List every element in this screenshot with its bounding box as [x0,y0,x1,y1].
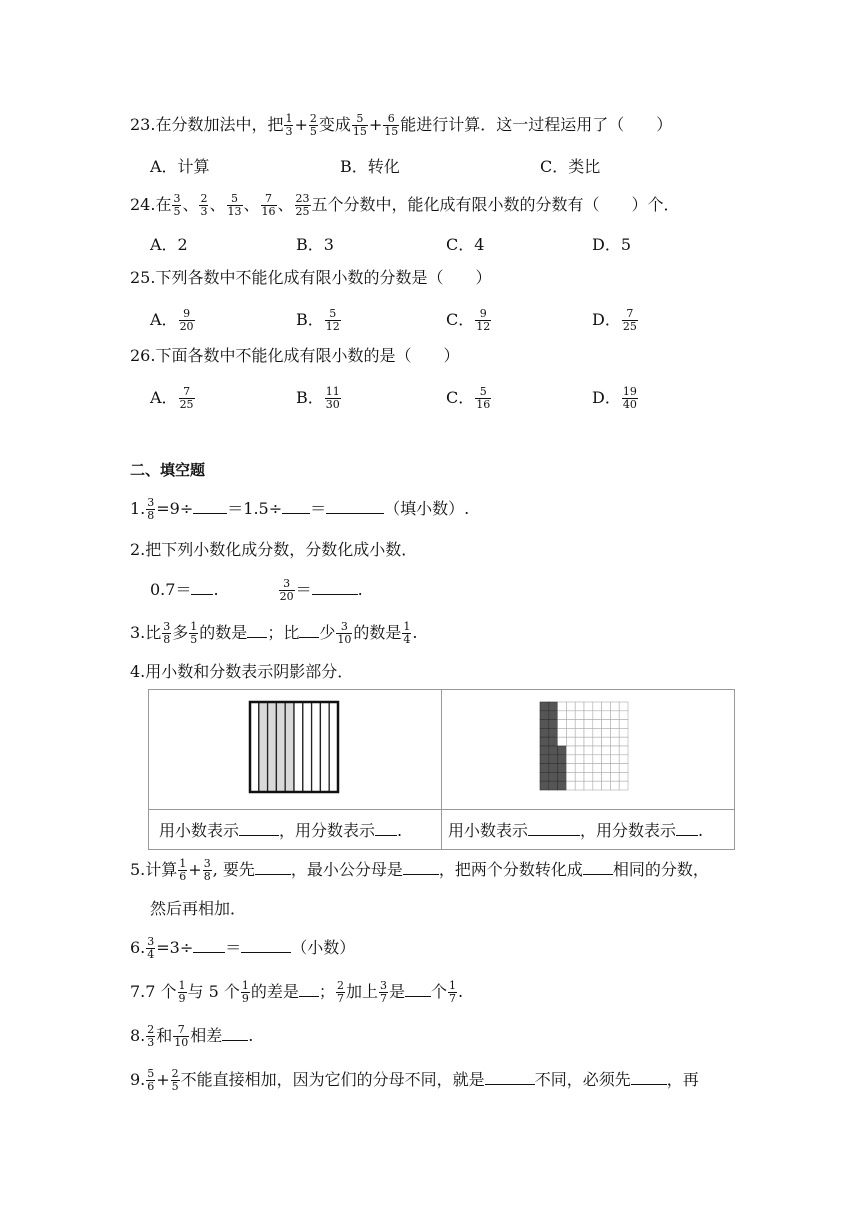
grid-cell [549,702,558,711]
stripe [294,702,303,792]
grid-cell [619,720,628,729]
grid-cell [610,720,619,729]
grid-cell [593,764,602,773]
grid-cell [619,764,628,773]
answer-blank[interactable] [326,499,384,514]
grid-cell [558,711,567,720]
grid-cell [602,711,611,720]
answer-cell-1: 用小数表示 ，用分数表示 . [149,810,442,850]
grid-cell [566,746,575,755]
fill-question-2-parts: 0.7＝ . $\frac{3}{20}$ ＝ . [150,577,363,603]
grid-cell [575,755,584,764]
grid-figure [442,690,734,805]
grid-cell [540,737,549,746]
grid-cell [584,755,593,764]
grid-cell [575,772,584,781]
stripe [259,702,268,792]
answer-blank[interactable] [375,821,397,836]
stripe [285,702,294,792]
option-a[interactable]: A． $\frac{9}{20}$ [150,307,194,333]
fill-question-3: 3.比 $\frac{3}{8}$ 多 $\frac{1}{5}$ 的数是 ；比 少 $\frac{3}{10}$ 的数是 $\frac{1}{4}$ . [130,620,418,646]
fraction: $\frac{5}{15}$ [352,112,367,138]
grid-cell [610,728,619,737]
grid-cell [558,746,567,755]
grid-cell [619,702,628,711]
grid-cell [558,755,567,764]
grid-cell [549,720,558,729]
grid-cell [602,781,611,790]
grid-cell [593,737,602,746]
grid-cell [602,755,611,764]
grid-cell [584,728,593,737]
grid-cell [549,737,558,746]
grid-cell [602,728,611,737]
question-26 [130,344,459,368]
grid-cell [540,720,549,729]
grid-cell [549,728,558,737]
option-b[interactable]: B．3 [296,235,334,254]
question-number: 24. [130,195,156,214]
answer-blank[interactable] [241,938,291,953]
stripe [312,702,321,792]
grid-cell [549,781,558,790]
answer-cell-2: 用小数表示 ，用分数表示 . [442,810,735,850]
answer-blank[interactable] [631,1070,667,1085]
grid-cell [540,702,549,711]
grid-cell [540,728,549,737]
question-text: 在分数加法中，把 [155,115,284,134]
option-c[interactable]: C． $\frac{5}{16}$ [446,385,491,411]
shade-table [148,689,735,850]
grid-cell [619,728,628,737]
option-d[interactable]: D． $\frac{7}{25}$ [592,307,637,333]
answer-blank[interactable] [193,499,227,514]
grid-cell [610,711,619,720]
fill-question-2: 2.把下列小数化成分数，分数化成小数． [130,540,418,559]
separator: 、 [277,195,294,214]
fraction: $\frac{5}{13}$ [227,192,242,218]
answer-blank[interactable] [299,982,319,997]
grid-cell [619,772,628,781]
stripe [268,702,277,792]
grid-cell [593,728,602,737]
grid-cell [540,746,549,755]
grid-cell [610,781,619,790]
option-c[interactable]: C．类比 [540,157,601,176]
grid-cell [558,737,567,746]
separator: 、 [209,195,226,214]
question-text: 下面各数中不能化成有限小数的是（ ） [155,346,460,365]
grid-cell [602,764,611,773]
grid-cell [566,737,575,746]
grid-cell [566,764,575,773]
grid-cell [575,746,584,755]
answer-blank[interactable] [485,1070,535,1085]
stripe [276,702,285,792]
grid-cell [575,720,584,729]
fill-question-4: 4.用小数和分数表示阴影部分． [130,662,354,681]
fill-question-5: 5.计算 $\frac{1}{6}$ + $\frac{3}{8}$ , 要先 ，最小公分母是 ，把两个分数转化成 相同的分数， [130,857,709,883]
stripe [320,702,329,792]
plus-sign: + [368,115,383,134]
question-number: 23. [130,115,156,134]
answer-blank[interactable] [191,580,213,595]
grid-cell [549,755,558,764]
grid-cell [593,772,602,781]
grid-cell [566,702,575,711]
fraction: $\frac{3}{5}$ [173,192,181,218]
separator: 、 [243,195,260,214]
answer-blank[interactable] [312,580,358,595]
answer-blank[interactable] [247,623,267,638]
fill-question-7: 7.7 个 $\frac{1}{9}$ 与 5 个 $\frac{1}{9}$ 的差是 ； $\frac{2}{7}$ 加上 $\frac{3}{7}$ 是 个 $\frac{1}{7}$ . [130,979,464,1005]
grid-cell [584,720,593,729]
grid-cell [566,772,575,781]
separator: 、 [182,195,199,214]
question-24 [130,193,680,217]
fill-question-5-line2: 然后再相加． [150,899,247,918]
plus-sign: + [294,115,308,134]
option-c[interactable]: C．4 [446,235,485,254]
fill-question-8: 8. $\frac{2}{3}$ 和 $\frac{7}{10}$ 相差 . [130,1023,254,1049]
answer-blank[interactable] [239,821,279,836]
grid-cell [602,720,611,729]
fraction: $\frac{7}{16}$ [261,192,276,218]
grid-cell [575,711,584,720]
stripe-figure-cell [149,690,442,810]
stripe [250,702,259,792]
stripe [303,702,312,792]
question-text: 五个分数中，能化成有限小数的分数有（ ）个． [311,195,680,214]
grid-cell [593,755,602,764]
question-23 [130,113,672,137]
question-text: 能进行计算．这一过程运用了（ ） [400,115,673,134]
grid-cell [584,737,593,746]
grid-cell [549,772,558,781]
option-a[interactable]: A．计算 [150,157,210,176]
grid-cell [593,746,602,755]
fraction: $\frac{23}{25}$ [295,192,310,218]
option-d[interactable]: D．5 [592,235,632,254]
option-b[interactable]: B．转化 [340,157,400,176]
grid-cell [558,702,567,711]
question-text: 下列各数中不能化成有限小数的分数是（ ） [155,268,492,287]
question-number: 25. [130,268,156,287]
answer-blank[interactable] [299,623,319,638]
grid-cell [558,728,567,737]
fill-question-9: 9. $\frac{5}{6}$ + $\frac{2}{5}$ 不能直接相加，因为它们的分母不同，就是 不同，必须先 ，再 [130,1067,699,1093]
grid-cell [584,746,593,755]
fill-question-6: 6. $\frac{3}{4}$ =3÷ ＝ （小数） [130,935,356,961]
grid-cell [610,764,619,773]
question-number: 26. [130,346,156,365]
option-a[interactable]: A．2 [150,235,188,254]
grid-cell [566,720,575,729]
grid-cell [593,720,602,729]
grid-cell [566,755,575,764]
grid-cell [549,711,558,720]
grid-cell [558,772,567,781]
grid-cell [558,720,567,729]
grid-cell [619,746,628,755]
grid-cell [540,711,549,720]
grid-cell [593,711,602,720]
grid-cell [602,772,611,781]
grid-cell [584,711,593,720]
grid-cell [619,781,628,790]
grid-cell [566,781,575,790]
answer-blank[interactable] [405,982,431,997]
answer-blank[interactable] [282,499,310,514]
fraction: $\frac{2}{5}$ [309,112,317,138]
grid-cell [540,755,549,764]
grid-cell [575,764,584,773]
answer-blank[interactable] [193,938,225,953]
grid-cell [619,755,628,764]
answer-blank[interactable] [583,860,613,875]
grid-cell [619,711,628,720]
grid-cell [549,746,558,755]
grid-cell [558,781,567,790]
grid-cell [610,755,619,764]
grid-cell [575,737,584,746]
grid-cell [593,781,602,790]
grid-cell [610,702,619,711]
answer-blank[interactable] [222,1026,248,1041]
question-text: 在 [155,195,172,214]
fraction: $\frac{1}{3}$ [285,112,293,138]
grid-cell [540,764,549,773]
grid-cell [610,746,619,755]
section-heading: 二、填空题 [130,461,206,479]
grid-cell [575,781,584,790]
grid-cell [602,702,611,711]
grid-cell [584,702,593,711]
option-b[interactable]: B． $\frac{11}{30}$ [296,385,340,411]
grid-cell [593,702,602,711]
fraction: $\frac{6}{15}$ [384,112,399,138]
grid-cell [584,764,593,773]
question-text: 变成 [318,115,351,134]
grid-cell [566,728,575,737]
grid-cell [575,702,584,711]
grid-cell [602,737,611,746]
grid-cell [610,772,619,781]
grid-cell [619,737,628,746]
grid-cell [584,781,593,790]
fraction: $\frac{2}{3}$ [200,192,208,218]
answer-blank[interactable] [255,860,291,875]
grid-figure-cell [442,690,735,810]
grid-cell [602,746,611,755]
grid-cell [549,764,558,773]
grid-cell [566,711,575,720]
answer-blank[interactable] [403,860,439,875]
stripe [329,702,338,792]
option-a[interactable]: A． $\frac{7}{25}$ [150,385,194,411]
stripe-figure [149,690,441,805]
grid-cell [610,737,619,746]
answer-blank[interactable] [676,821,698,836]
answer-blank[interactable] [528,821,580,836]
grid-cell [540,772,549,781]
fill-question-1: 1. $\frac{3}{8}$ =9÷ ＝1.5÷ ＝ （填小数）. [130,496,470,522]
grid-cell [575,728,584,737]
option-d[interactable]: D． $\frac{19}{40}$ [592,385,637,411]
grid-cell [540,781,549,790]
question-25 [130,266,491,290]
option-b[interactable]: B． $\frac{5}{12}$ [296,307,340,333]
grid-cell [584,772,593,781]
option-c[interactable]: C． $\frac{9}{12}$ [446,307,491,333]
grid-cell [558,764,567,773]
